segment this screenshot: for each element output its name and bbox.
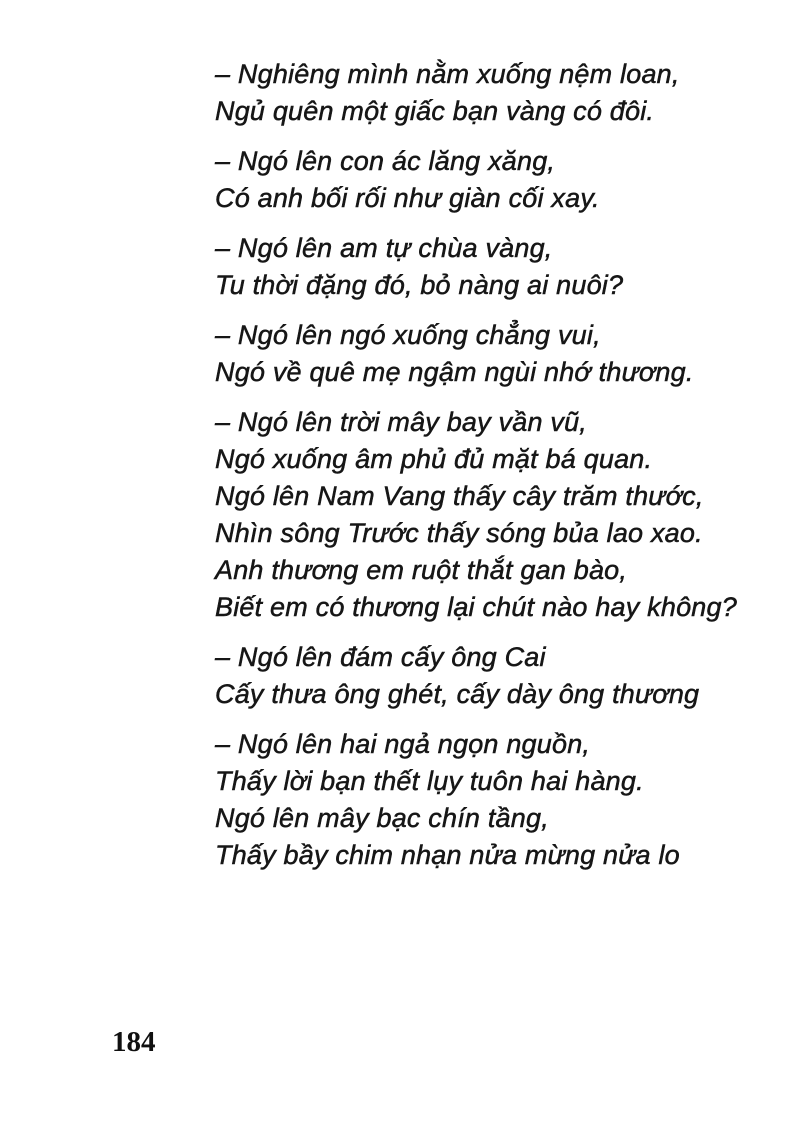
poem-line: Ngủ quên một giấc bạn vàng có đôi. bbox=[215, 96, 655, 126]
poem-line: Biết em có thương lại chút nào hay không? bbox=[215, 592, 737, 622]
poem-line: Ngó lên mây bạc chín tầng, bbox=[215, 803, 549, 833]
poem-line: – Ngó lên đám cấy ông Cai bbox=[215, 642, 546, 672]
poem-line: Thấy lời bạn thết lụy tuôn hai hàng. bbox=[215, 766, 644, 796]
poem-text bbox=[215, 56, 737, 887]
poem-line: – Ngó lên trời mây bay vần vũ, bbox=[215, 407, 587, 437]
poem-line: Ngó lên Nam Vang thấy cây trăm thước, bbox=[215, 481, 704, 511]
poem-line: – Ngó lên con ác lăng xăng, bbox=[215, 146, 556, 176]
stanza-7 bbox=[215, 726, 737, 874]
poem-line: Cấy thưa ông ghét, cấy dày ông thương bbox=[215, 679, 700, 709]
poem-line: Có anh bối rối như giàn cối xay. bbox=[215, 183, 600, 213]
stanza-6 bbox=[215, 639, 737, 713]
poem-line: Anh thương em ruột thắt gan bào, bbox=[215, 555, 628, 585]
poem-line: Nhìn sông Trước thấy sóng bủa lao xao. bbox=[215, 518, 703, 548]
stanza-4 bbox=[215, 317, 737, 391]
poem-line: Ngó xuống âm phủ đủ mặt bá quan. bbox=[215, 444, 653, 474]
poem-line: Tu thời đặng đó, bỏ nàng ai nuôi? bbox=[215, 270, 624, 300]
stanza-5 bbox=[215, 404, 737, 626]
poem-line: – Ngó lên ngó xuống chẳng vui, bbox=[215, 320, 601, 350]
poem-line: – Ngó lên am tự chùa vàng, bbox=[215, 233, 553, 263]
poem-line: – Nghiêng mình nằm xuống nệm loan, bbox=[215, 59, 680, 89]
poem-line: Ngó về quê mẹ ngậm ngùi nhớ thương. bbox=[215, 357, 694, 387]
poem-line: Thấy bầy chim nhạn nửa mừng nửa lo bbox=[215, 840, 680, 870]
page-number: 184 bbox=[112, 1026, 156, 1058]
stanza-1 bbox=[215, 56, 737, 130]
stanza-3 bbox=[215, 230, 737, 304]
stanza-2 bbox=[215, 143, 737, 217]
poem-line: – Ngó lên hai ngả ngọn nguồn, bbox=[215, 729, 591, 759]
